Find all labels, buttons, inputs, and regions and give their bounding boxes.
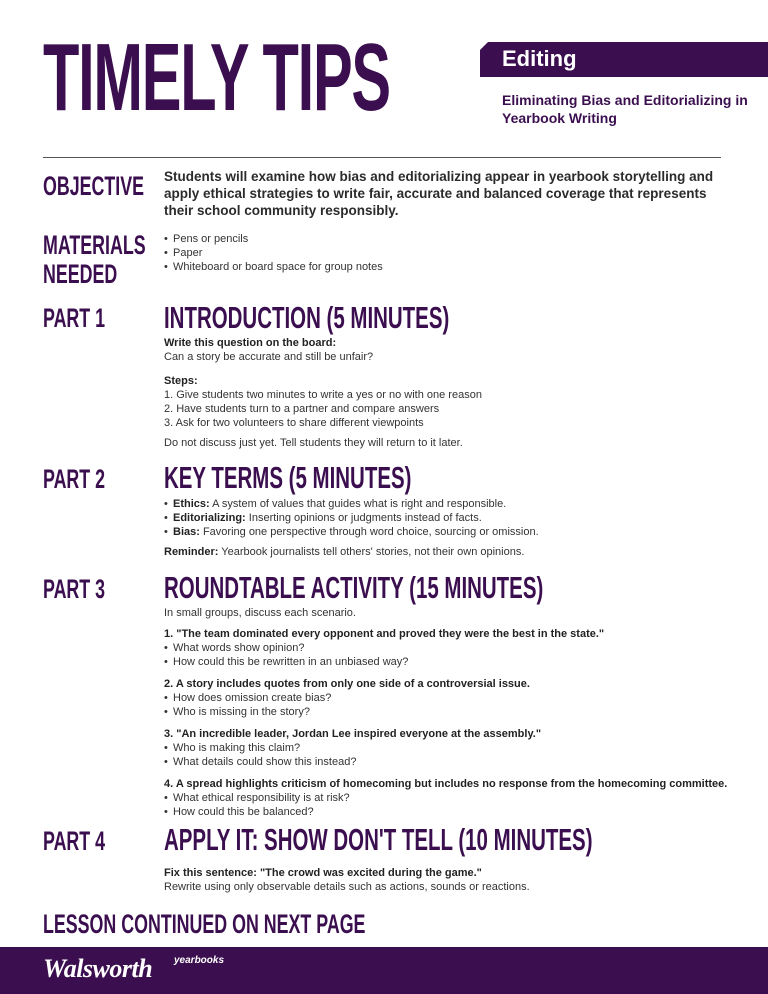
header-divider [43,157,721,158]
list-item: • Pens or pencils [164,232,734,246]
materials-list [164,232,734,274]
part1-label: PART 1 [43,303,106,333]
term-definition: Favoring one perspective through word choice, sourcing or omission. [199,526,539,538]
term-name: Bias: [173,526,200,538]
term-definition: Inserting opinions or judgments instead of facts. [245,512,482,524]
materials-label-line2: NEEDED [43,259,118,289]
step-item: 3. Ask for two volunteers to share different viewpoints [164,417,424,429]
part2-content [164,497,734,559]
scenario-text: 4. A spread highlights criticism of homecoming but includes no response from the homecoming committee. [164,778,728,790]
page-subtitle: Eliminating Bias and Editorializing in Yearbook Writing [502,92,748,126]
part4-heading: APPLY IT: SHOW DON'T TELL (10 MINUTES) [164,822,593,857]
continued-note: LESSON CONTINUED ON NEXT PAGE [43,909,366,939]
part3-content [164,606,734,819]
fix-sentence: Fix this sentence: "The crowd was excited during the game." [164,867,482,879]
step-item: 1. Give students two minutes to write a yes or no with one reason [164,389,482,401]
term-item [164,525,734,539]
scenario-text: 3. "An incredible leader, Jordan Lee inspired everyone at the assembly." [164,728,542,740]
part3-intro: In small groups, discuss each scenario. [164,607,356,619]
term-name: Ethics: [173,498,210,510]
objective-text: Students will examine how bias and editorializing appear in yearbook storytelling and apply ethical strategies to write fair, accurate and balanced coverage that represents their school community responsibly. [164,169,714,218]
term-item [164,511,734,525]
scenario-question: • How does omission create bias? [164,691,734,705]
scenario-question: • Who is missing in the story? [164,705,734,719]
materials-label-line1: MATERIALS [43,230,146,260]
scenario-question: • What ethical responsibility is at risk? [164,791,734,805]
list-item: • Paper [164,246,734,260]
reminder [164,545,734,559]
term-item [164,497,734,511]
reminder-text: Yearbook journalists tell others' stories, not their own opinions. [218,546,525,558]
part1-content [164,336,734,450]
page-title: TIMELY TIPS [43,24,390,131]
steps-label: Steps: [164,375,198,387]
board-question: Can a story be accurate and still be unfair? [164,351,374,363]
scenario-question: • How could this be balanced? [164,805,734,819]
part4-label: PART 4 [43,826,106,856]
scenario-text: 1. "The team dominated every opponent and proved they were the best in the state." [164,628,605,640]
part1-note: Do not discuss just yet. Tell students they will return to it later. [164,437,463,449]
reminder-label: Reminder: [164,546,219,558]
term-name: Editorializing: [173,512,246,524]
walsworth-logo: Walsworth [43,954,153,983]
scenario-question: • What words show opinion? [164,641,734,655]
board-label: Write this question on the board: [164,337,337,349]
scenario-text: 2. A story includes quotes from only one side of a controversial issue. [164,678,530,690]
part3-heading: ROUNDTABLE ACTIVITY (15 MINUTES) [164,570,544,605]
logo-subtext: yearbooks [174,955,225,966]
part1-heading: INTRODUCTION (5 MINUTES) [164,300,450,335]
list-item: • Whiteboard or board space for group notes [164,260,734,274]
scenario-question: • How could this be rewritten in an unbiased way? [164,655,734,669]
term-definition: A system of values that guides what is right and responsible. [209,498,507,510]
step-item: 2. Have students turn to a partner and compare answers [164,403,440,415]
part4-instruction: Rewrite using only observable details such as actions, sounds or reactions. [164,881,530,893]
part2-label: PART 2 [43,464,106,494]
scenario-question: • Who is making this claim? [164,741,734,755]
editing-label: Editing [502,46,577,71]
part3-label: PART 3 [43,574,106,604]
materials-label [43,231,146,289]
part4-content [164,866,734,894]
part2-heading: KEY TERMS (5 MINUTES) [164,460,412,495]
scenario-question: • What details could show this instead? [164,755,734,769]
objective-label: OBJECTIVE [43,171,145,201]
